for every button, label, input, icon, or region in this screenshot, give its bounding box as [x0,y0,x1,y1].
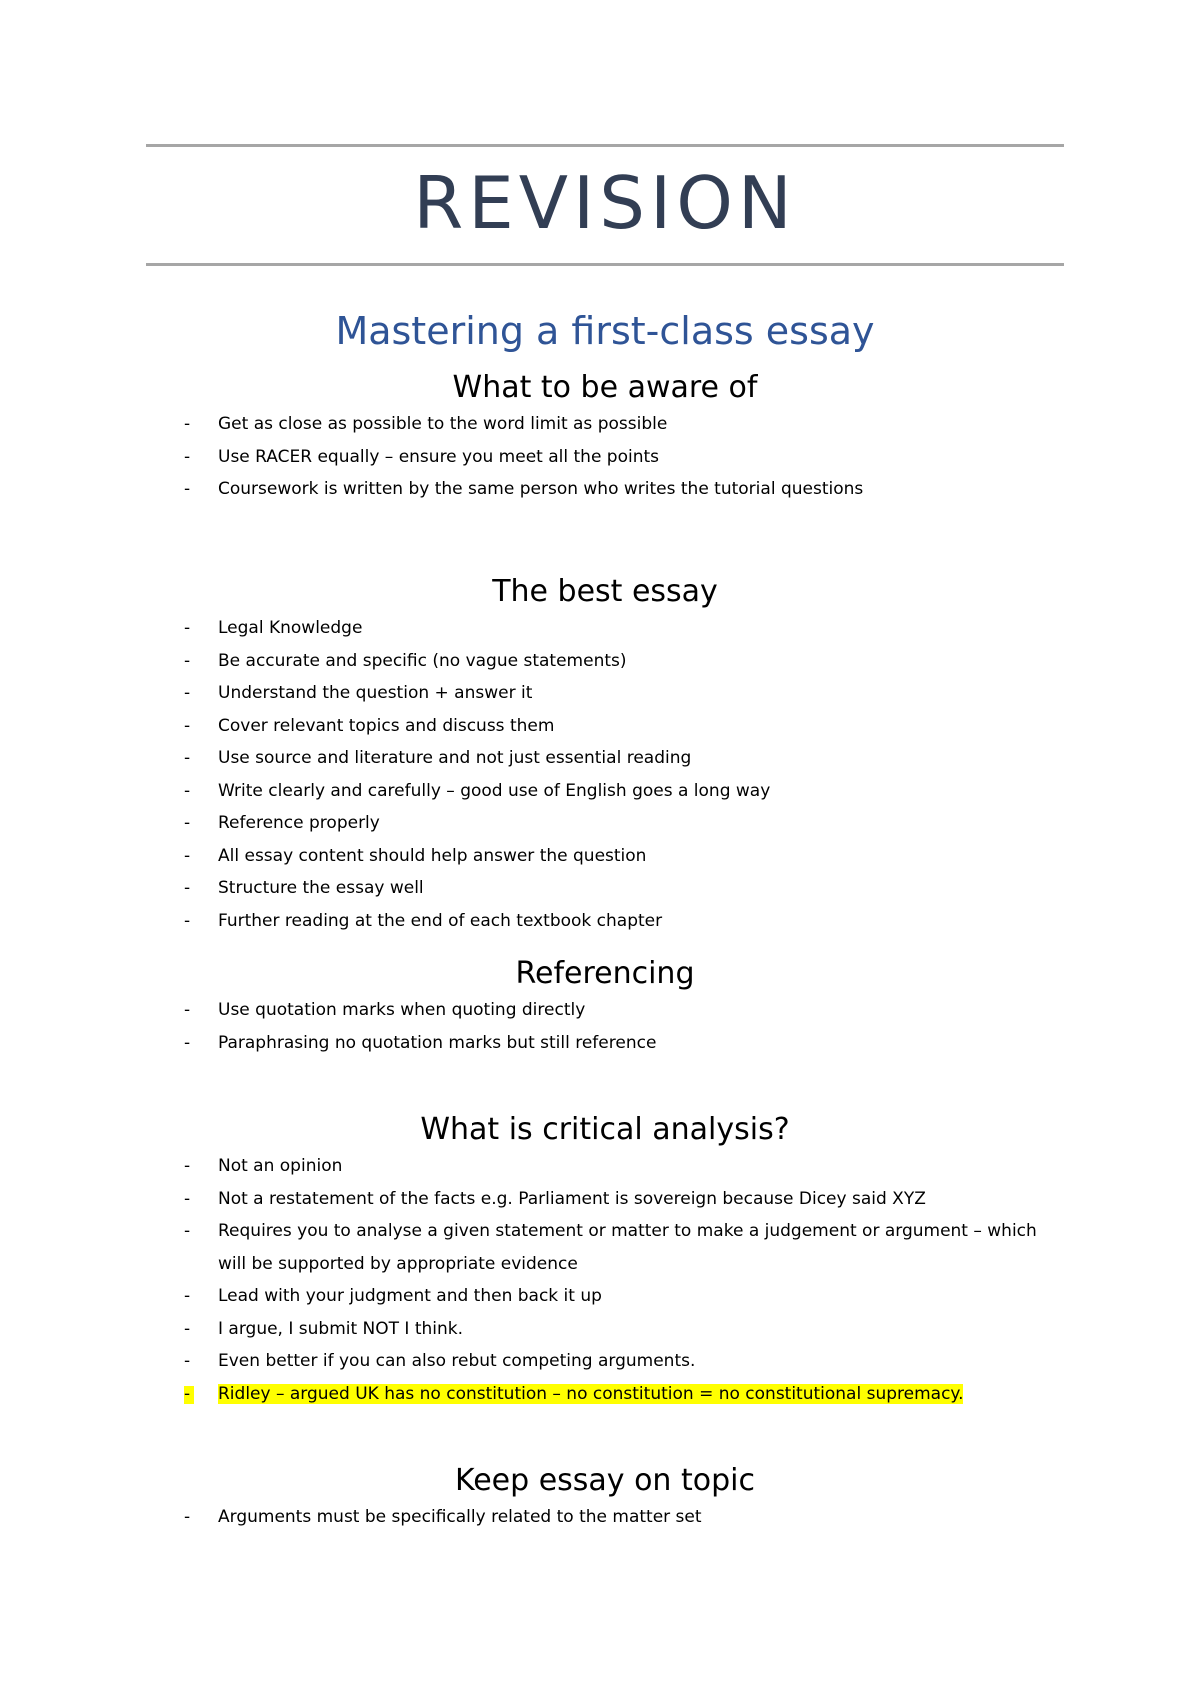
bullet-dash: - [184,715,191,736]
list-item [184,710,1064,743]
bullet-dash: - [184,683,191,703]
list-item [184,807,1064,840]
heading-what-is-critical-analysis: What is critical analysis? [420,1112,790,1147]
heading-what-to-be-aware-of: What to be aware of [452,370,758,405]
list-item-text: Use source and literature and not just essential reading [218,748,692,768]
list-item-text: Understand the question + answer it [218,683,533,703]
list-item-text: I argue, I submit NOT I think. [218,1318,464,1339]
list-item-text: Cover relevant topics and discuss them [218,715,555,736]
list-item-text: Ridley – argued UK has no constitution – no constitution = no constitutional supremacy. [218,1383,964,1404]
bullet-dash: - [184,414,191,434]
list-item-text: Further reading at the end of each textbook chapter [218,910,663,931]
document-subtitle: Mastering a first-class essay [335,309,875,353]
list-item-text: Not a restatement of the facts e.g. Parliament is sovereign because Dicey said XYZ [218,1188,926,1209]
list-what-is-critical-analysis [184,1150,1064,1410]
list-item-text: Get as close as possible to the word limit as possible [218,414,668,434]
bullet-dash: - [184,1507,191,1527]
list-item [184,612,1064,645]
list-item [184,1150,1064,1183]
heading-the-best-essay: The best essay [492,574,718,609]
list-item-text: Even better if you can also rebut competing arguments. [218,1351,696,1371]
bullet-dash: - [184,1286,191,1306]
list-item-text: Arguments must be specifically related to the matter set [218,1507,702,1527]
list-item [184,1345,1064,1378]
heading-referencing: Referencing [515,956,695,991]
bullet-dash: - [184,479,191,499]
list-item [184,775,1064,808]
bullet-dash: - [184,446,191,467]
bullet-dash: - [184,813,191,833]
list-item [184,473,1064,506]
bullet-dash: - [184,1351,191,1371]
bullet-dash: - [184,1156,191,1176]
list-item [184,645,1064,678]
list-item [184,1280,1064,1313]
bullet-dash: - [184,1000,191,1020]
list-item-text: Not an opinion [218,1156,343,1176]
bullet-dash: - [184,650,191,671]
list-item [184,994,1064,1027]
list-referencing [184,994,1064,1059]
bullet-dash: - [184,1188,191,1209]
list-item-text: Use quotation marks when quoting directly [218,1000,586,1020]
bullet-dash: - [184,1318,191,1339]
list-item [184,1313,1064,1346]
list-item [184,742,1064,775]
list-item [184,408,1064,441]
bullet-dash: - [184,1032,191,1053]
list-item [184,677,1064,710]
list-item [184,840,1064,873]
list-item-text: Be accurate and specific (no vague statements) [218,650,627,671]
list-what-to-be-aware-of [184,408,1064,506]
list-item-text: All essay content should help answer the question [218,845,647,866]
title-bottom-rule [146,263,1064,266]
bullet-dash: - [184,748,191,768]
heading-keep-essay-on-topic: Keep essay on topic [455,1463,755,1498]
list-item [184,872,1064,905]
list-item-text: Reference properly [218,813,380,833]
list-item-text: Lead with your judgment and then back it up [218,1286,602,1306]
bullet-dash: - [184,878,191,898]
list-item-text: Paraphrasing no quotation marks but still reference [218,1032,657,1053]
list-item [184,1501,1064,1534]
list-item [184,1215,1064,1280]
list-item-text: Structure the essay well [218,878,424,898]
list-item-text: Legal Knowledge [218,618,363,638]
title-top-rule [146,144,1064,147]
bullet-dash: - [184,618,191,638]
list-item-text: Requires you to analyse a given statement or matter to make a judgement or argument – which will be supported by appropriate evidence [218,1221,1037,1274]
document-title: REVISION [413,161,797,245]
list-item [184,1183,1064,1216]
list-keep-essay-on-topic [184,1501,1064,1534]
list-item [184,441,1064,474]
bullet-dash: - [184,845,191,866]
bullet-dash: - [184,780,191,801]
list-the-best-essay [184,612,1064,937]
list-item-highlighted [184,1378,1064,1411]
bullet-dash: - [184,910,191,931]
list-item-text: Use RACER equally – ensure you meet all the points [218,446,660,467]
list-item-text: Coursework is written by the same person who writes the tutorial questions [218,479,864,499]
bullet-dash: - [184,1383,191,1404]
bullet-dash: - [184,1221,191,1241]
list-item-text: Write clearly and carefully – good use of English goes a long way [218,780,771,801]
list-item [184,1027,1064,1060]
list-item [184,905,1064,938]
